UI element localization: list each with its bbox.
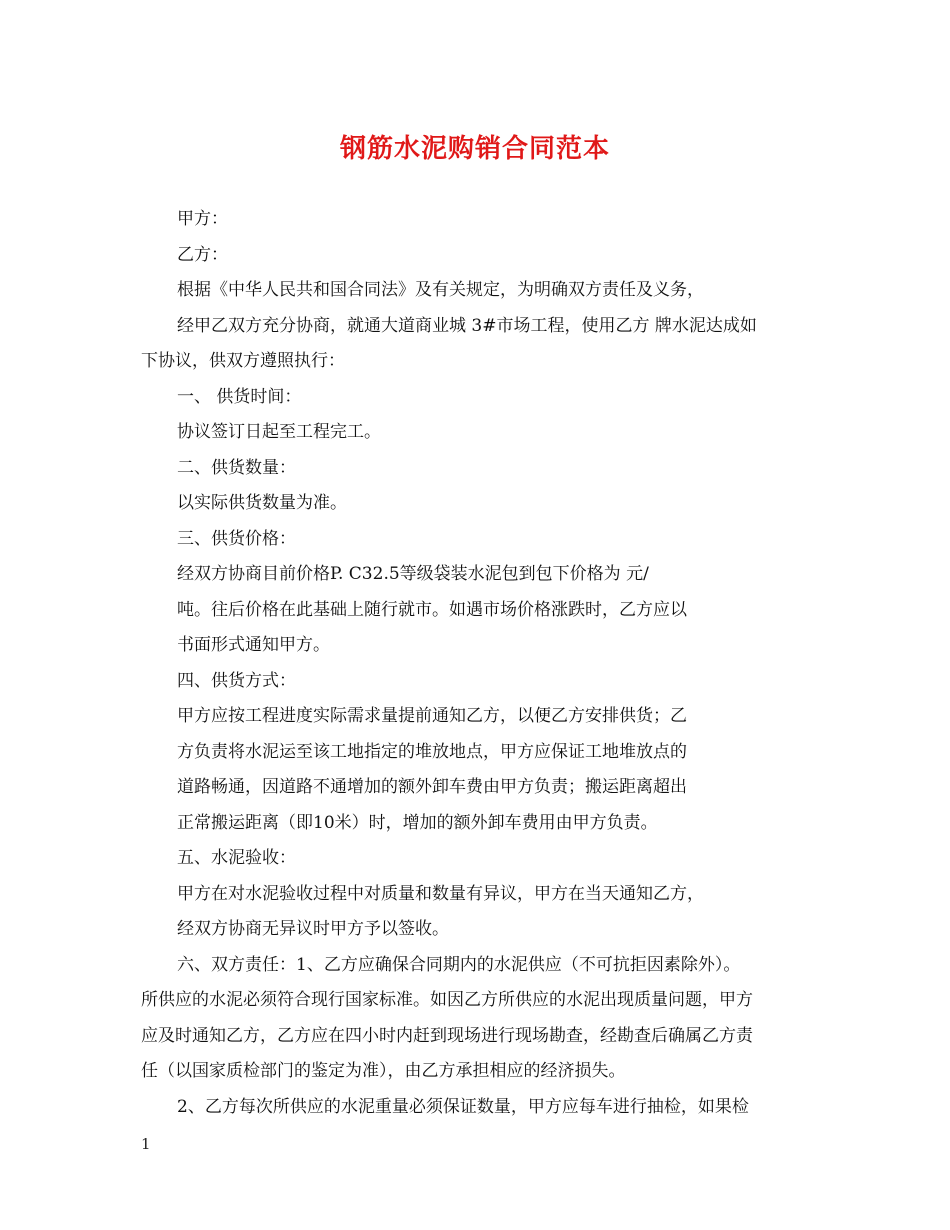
party-a-line: 甲方： [177,209,228,229]
paragraph-line: 经甲乙双方充分协商，就通大道商业城 3#市场工程，使用乙方 牌水泥达成如 [177,315,757,336]
document-body [141,202,821,1125]
paragraph-line: 2、乙方每次所供应的水泥重量必须保证数量，甲方应每车进行抽检，如果检 [177,1096,749,1117]
paragraph-line: 任（以国家质检部门的鉴定为准），由乙方承担相应的经济损失。 [141,1061,626,1081]
paragraph-line: 协议签订日起至工程完工。 [177,422,381,442]
paragraph-line: 根据《中华人民共和国合同法》及有关规定，为明确双方责任及义务， [177,280,704,300]
paragraph-line: 下协议，供双方遵照执行： [141,351,345,371]
party-b-line: 乙方： [177,244,228,265]
section-heading: 三、供货价格： [177,528,296,549]
section-heading: 五、水泥验收： [177,848,296,868]
paragraph-line: 道路畅通，因道路不通增加的额外卸车费由甲方负责；搬运距离超出 [177,777,687,797]
paragraph-line: 所供应的水泥必须符合现行国家标准。如因乙方所供应的水泥出现质量问题，甲方 [141,990,753,1010]
section-heading: 一、 供货时间： [177,386,302,407]
paragraph-line: 应及时通知乙方，乙方应在四小时内赶到现场进行现场勘查，经勘查后确属乙方责 [141,1025,753,1046]
section-heading: 六、双方责任：1、乙方应确保合同期内的水泥供应（不可抗拒因素除外）。 [177,954,741,975]
paragraph-line: 甲方应按工程进度实际需求量提前通知乙方，以便乙方安排供货；乙 [177,706,687,726]
section-heading: 二、供货数量： [177,457,296,478]
paragraph-line: 甲方在对水泥验收过程中对质量和数量有异议，甲方在当天通知乙方， [177,883,704,904]
page-number: 1 [141,1135,151,1153]
paragraph-line: 书面形式通知甲方。 [177,635,330,655]
paragraph-line: 以实际供货数量为准。 [177,493,347,513]
paragraph-line: 经双方协商无异议时甲方予以签收。 [177,919,449,939]
paragraph-line: 吨。往后价格在此基础上随行就市。如遇市场价格涨跌时，乙方应以 [177,599,687,620]
paragraph-line: 方负责将水泥运至该工地指定的堆放地点，甲方应保证工地堆放点的 [177,741,687,762]
section-heading: 四、供货方式： [177,670,296,691]
paragraph-line: 经双方协商目前价格P. C32.5等级袋装水泥包到包下价格为 元/ [177,564,649,584]
paragraph-line: 正常搬运距离（即10米）时，增加的额外卸车费用由甲方负责。 [177,812,658,833]
document-title: 钢筋水泥购销合同范本 [339,134,610,164]
